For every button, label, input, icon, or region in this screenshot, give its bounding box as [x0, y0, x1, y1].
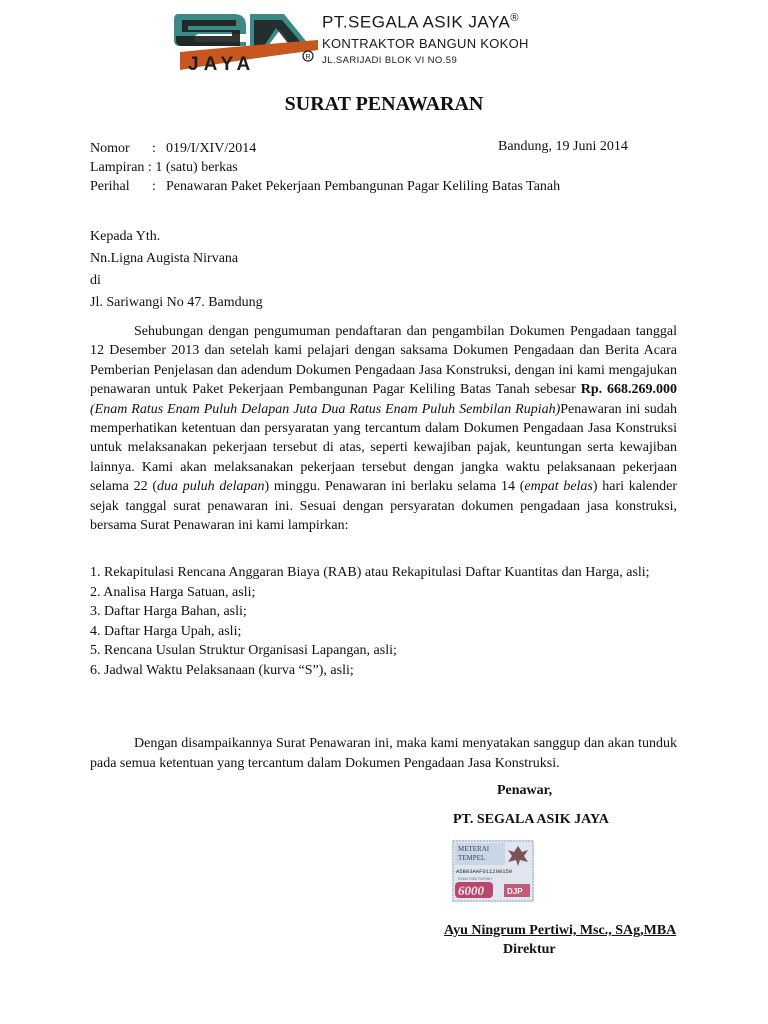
company-name [322, 12, 519, 33]
recipient-line1: Kepada Yth. [90, 229, 161, 244]
list-item: 3. Daftar Harga Bahan, asli; [90, 604, 247, 619]
validity-words: empat belas [524, 479, 593, 495]
company-logo [172, 12, 320, 74]
stamp-small-text: ENAM RIBU RUPIAH [458, 877, 492, 881]
body-text-c: ) minggu. Penawaran ini berlaku selama 14 ( [264, 479, 525, 495]
list-item: 6. Jadwal Waktu Pelaksanaan (kurva “S”), asli; [90, 662, 354, 678]
list-item: 4. Daftar Harga Upah, asli; [90, 623, 242, 639]
body-text-b: Penawaran ini sudah memperhatikan ketentuan dan persyaratan yang tercantum dalam Dokumen Pengadaan Jasa Konstruksi untuk melaksanakan pekerjaan tersebut di atas, seperti kewajiban pajak, keuntungan serta kewajiban lainnya. Kami akan melaksanakan pekerjaan tersebut dengan jangka waktu pelaksanaan pekerjaan selama 22 ( [90, 401, 677, 495]
attachment-list [90, 563, 680, 680]
list-item: 5. Rencana Usulan Struktur Organisasi Lapangan, asli; [90, 643, 397, 658]
closing-paragraph [90, 734, 677, 773]
perihal-label: Perihal [90, 179, 130, 194]
lampiran-value: 1 (satu) berkas [155, 160, 238, 175]
stamp-line1: METERAI [458, 845, 490, 853]
meta-nomor [90, 139, 256, 158]
signature-company: PT. SEGALA ASIK JAYA [453, 812, 609, 827]
body-paragraph [90, 322, 677, 535]
signature-label: Penawar, [497, 783, 553, 798]
document-title: SURAT PENAWARAN [284, 93, 484, 115]
letter-date: Bandung, 19 Juni 2014 [498, 139, 628, 154]
meta-lampiran [90, 158, 238, 177]
stamp-line2: TEMPEL [458, 854, 486, 862]
recipient-line3: di [90, 273, 101, 288]
nomor-label: Nomor [90, 141, 130, 156]
closing-text: Dengan disampaikannya Surat Penawaran ini, maka kami menyatakan sanggup dan akan tunduk pada semua ketentuan yang tercantum dalam Dokumen Pengadaan Jasa Konstruksi. [90, 736, 677, 771]
perihal-sep: : [152, 179, 156, 194]
offer-amount: Rp. 668.269.000 [580, 382, 678, 398]
company-name-text: PT.SEGALA ASIK JAYA [322, 12, 511, 32]
svg-text:R: R [305, 54, 311, 61]
list-item: 2. Analisa Harga Satuan, asli; [90, 584, 256, 600]
list-item: 1. Rekapitulasi Rencana Anggaran Biaya (RAB) atau Rekapitulasi Daftar Kuantitas dan Harga, asli; [90, 565, 650, 580]
registered-mark: ® [510, 12, 520, 24]
recipient-line4: Jl. Sariwangi No 47. Bamdung [90, 295, 263, 310]
stamp-serial: A5B03AAF011200150 [456, 868, 513, 875]
company-address: JL.SARIJADI BLOK VI NO.59 [322, 55, 458, 66]
recipient-line2: Nn.Ligna Augista Nirvana [90, 251, 239, 266]
company-tagline: KONTRAKTOR BANGUN KOKOH [322, 36, 529, 51]
nomor-value: 019/I/XIV/2014 [166, 141, 257, 156]
lampiran-label: Lampiran : [90, 160, 152, 175]
body-text-a: Sehubungan dengan pengumuman pendaftaran dan pengambilan Dokumen Pengadaan tanggal 12 Desember 2013 dan setelah kami pelajari dengan saksama Dokumen Pengadaan dan Berita Acara Pemberian Penjelasan dan adendum Dokumen Pengadaan Jasa Konstruksi, dengan ini kami mengajukan penawaran untuk Paket Pekerjaan Pembangunan Pagar Keliling Batas Tanah sebesar [90, 324, 677, 398]
meta-perihal [90, 177, 560, 196]
perihal-value: Penawaran Paket Pekerjaan Pembangunan Pagar Keliling Batas Tanah [166, 179, 561, 194]
body-text-d: ) hari kalender sejak tanggal surat penawaran ini. Sesuai dengan persyaratan dokumen pengadaan jasa konstruksi, bersama Surat Penawaran ini kami lampirkan: [90, 479, 678, 534]
signatory-name: Ayu Ningrum Pertiwi, Msc., SAg,MBA [444, 923, 677, 938]
stamp-value: 6000 [458, 883, 484, 898]
recipient-block [90, 226, 263, 314]
offer-amount-words: (Enam Ratus Enam Puluh Delapan Juta Dua Ratus Enam Puluh Sembilan Rupiah) [90, 401, 561, 417]
logo-wordmark: JAYA [188, 54, 256, 74]
duration-words: dua puluh delapan [157, 479, 265, 495]
nomor-sep: : [152, 141, 156, 156]
stamp-code: DJP [507, 887, 523, 896]
signatory-position: Direktur [503, 942, 556, 957]
meterai-stamp [452, 840, 534, 902]
